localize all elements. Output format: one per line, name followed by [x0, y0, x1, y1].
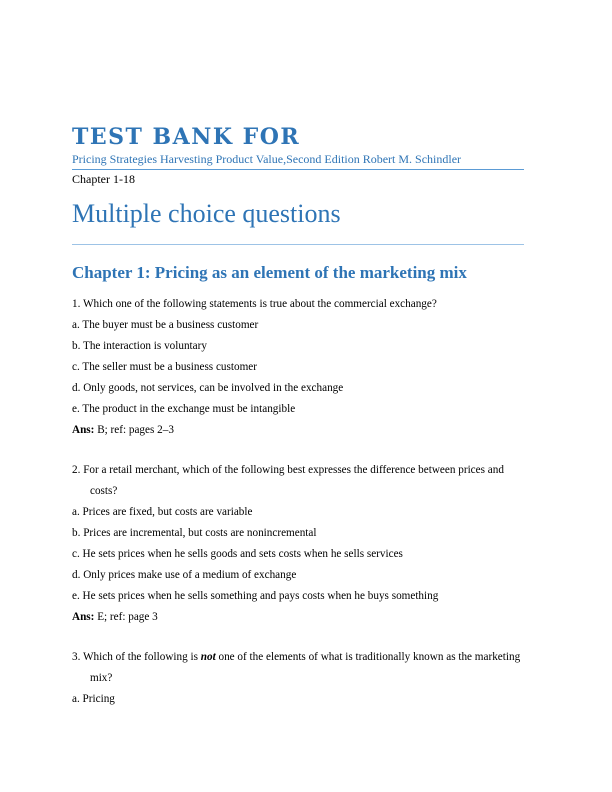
- document-subtitle: Pricing Strategies Harvesting Product Value,Second Edition Robert M. Schindler: [72, 152, 524, 170]
- question-stem: 2. For a retail merchant, which of the following best expresses the difference between prices and costs?: [72, 464, 504, 497]
- question-stem-emphasis: not: [200, 651, 216, 663]
- question-3: [72, 647, 524, 710]
- answer-key-label: Ans:: [72, 611, 95, 623]
- question-stem-part: one of the elements of what is traditionally known as the marketing mix?: [90, 651, 521, 684]
- answer-key-label: Ans:: [72, 424, 95, 436]
- answer-option: b. The interaction is voluntary: [72, 340, 207, 352]
- answer-key-text: B; ref: pages 2–3: [94, 424, 174, 436]
- title-block: [72, 124, 524, 187]
- question-stem: [72, 647, 524, 689]
- answer-option: a. The buyer must be a business customer: [72, 319, 259, 331]
- chapter-range: Chapter 1-18: [72, 172, 135, 186]
- chapter-heading: Chapter 1: Pricing as an element of the marketing mix: [72, 263, 467, 282]
- answer-option: c. The seller must be a business customer: [72, 361, 257, 373]
- answer-option: d. Only prices make use of a medium of exchange: [72, 569, 297, 581]
- answer-option: a. Pricing: [72, 693, 115, 705]
- question-2: [72, 460, 524, 628]
- answer-option: e. The product in the exchange must be intangible: [72, 403, 296, 415]
- answer-option: b. Prices are incremental, but costs are nonincremental: [72, 527, 317, 539]
- answer-key: [72, 607, 524, 628]
- document-title: TEST BANK FOR: [72, 124, 301, 150]
- answer-option: c. He sets prices when he sells goods and sets costs when he sells services: [72, 548, 403, 560]
- section-heading: Multiple choice questions: [72, 196, 524, 245]
- answer-option: a. Prices are fixed, but costs are variable: [72, 506, 253, 518]
- question-1: [72, 294, 524, 441]
- answer-option: e. He sets prices when he sells something and pays costs when he buys something: [72, 590, 439, 602]
- question-stem: 1. Which one of the following statements is true about the commercial exchange?: [72, 298, 437, 310]
- question-stem-part: 3. Which of the following is: [72, 651, 201, 663]
- answer-option: d. Only goods, not services, can be involved in the exchange: [72, 382, 344, 394]
- answer-key-text: E; ref: page 3: [94, 611, 158, 623]
- answer-key: [72, 420, 524, 441]
